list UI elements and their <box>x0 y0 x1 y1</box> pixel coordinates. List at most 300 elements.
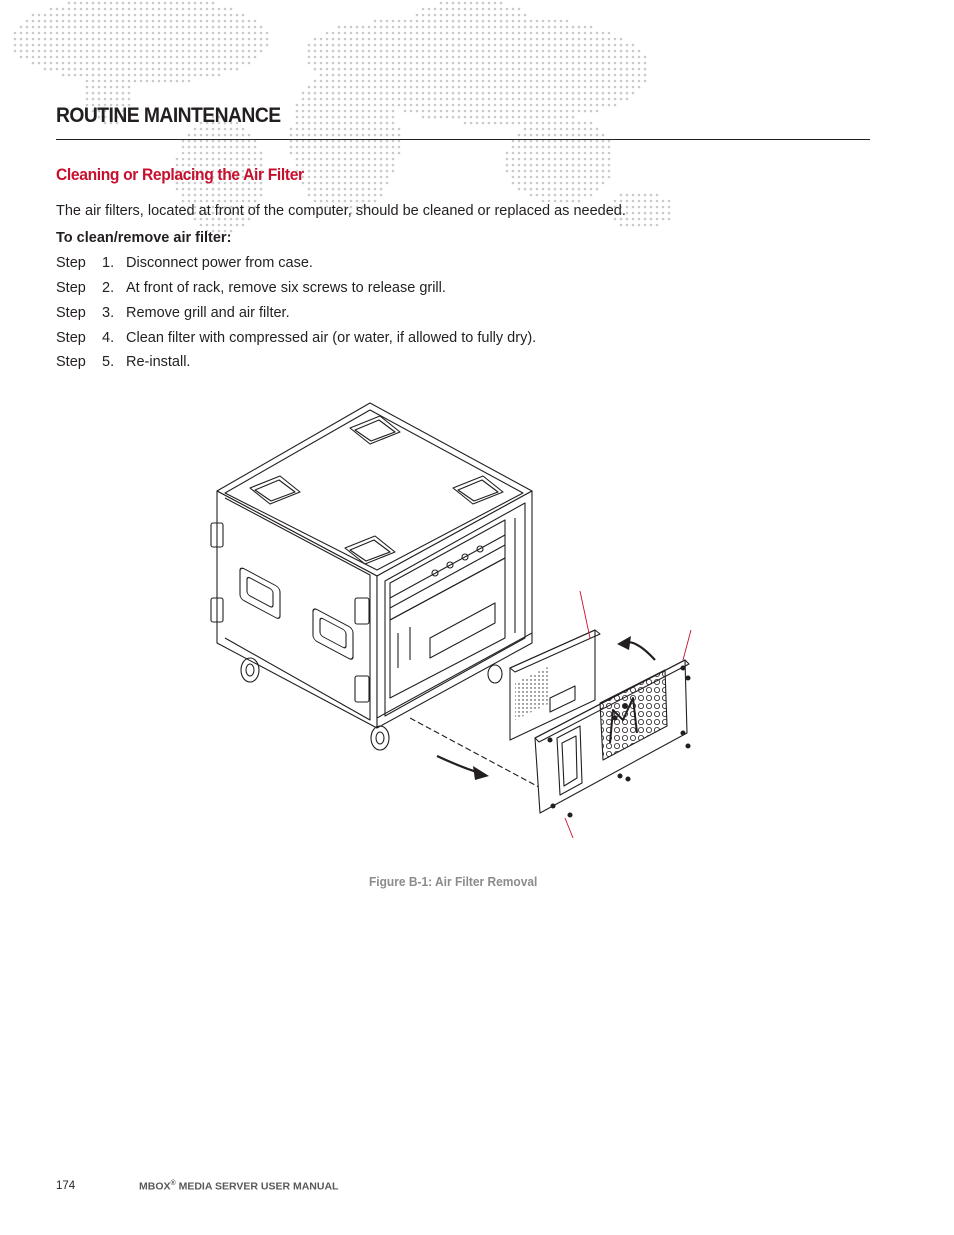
map-dot <box>218 152 221 155</box>
map-dot <box>458 26 461 29</box>
map-dot <box>458 92 461 95</box>
map-dot <box>362 92 365 95</box>
map-dot <box>146 14 149 17</box>
map-dot <box>542 44 545 47</box>
map-dot <box>200 74 203 77</box>
map-dot <box>290 152 293 155</box>
map-dot <box>614 62 617 65</box>
map-dot <box>392 20 395 23</box>
map-dot <box>512 80 515 83</box>
map-dot <box>404 44 407 47</box>
map-dot <box>578 182 581 185</box>
map-dot <box>638 50 641 53</box>
map-dot <box>122 38 125 41</box>
map-dot <box>512 164 515 167</box>
map-dot <box>236 146 239 149</box>
map-dot <box>380 176 383 179</box>
map-dot <box>200 8 203 11</box>
map-dot <box>494 8 497 11</box>
map-dot <box>602 32 605 35</box>
map-dot <box>572 44 575 47</box>
map-dot <box>68 8 71 11</box>
map-dot <box>152 2 155 5</box>
map-dot <box>542 146 545 149</box>
map-dot <box>176 62 179 65</box>
map-dot <box>122 74 125 77</box>
map-dot <box>200 62 203 65</box>
map-dot <box>590 122 593 125</box>
map-dot <box>350 122 353 125</box>
map-dot <box>74 44 77 47</box>
map-dot <box>554 80 557 83</box>
map-dot <box>140 38 143 41</box>
map-dot <box>188 140 191 143</box>
map-dot <box>416 38 419 41</box>
map-dot <box>602 140 605 143</box>
map-dot <box>248 26 251 29</box>
map-dot <box>50 44 53 47</box>
map-dot <box>620 62 623 65</box>
map-dot <box>644 56 647 59</box>
map-dot <box>404 56 407 59</box>
map-dot <box>620 224 623 227</box>
map-dot <box>356 146 359 149</box>
map-dot <box>458 68 461 71</box>
map-dot <box>488 74 491 77</box>
map-dot <box>344 200 347 203</box>
map-dot <box>518 146 521 149</box>
map-dot <box>146 68 149 71</box>
map-dot <box>452 44 455 47</box>
map-dot <box>74 20 77 23</box>
map-dot <box>518 116 521 119</box>
map-dot <box>152 44 155 47</box>
map-dot <box>560 122 563 125</box>
map-dot <box>14 32 17 35</box>
map-dot <box>530 122 533 125</box>
map-dot <box>524 50 527 53</box>
map-dot <box>548 128 551 131</box>
map-dot <box>446 14 449 17</box>
map-dot <box>350 50 353 53</box>
map-dot <box>500 38 503 41</box>
map-dot <box>524 116 527 119</box>
map-dot <box>602 98 605 101</box>
map-dot <box>74 74 77 77</box>
map-dot <box>62 56 65 59</box>
map-dot <box>512 98 515 101</box>
map-dot <box>80 56 83 59</box>
map-dot <box>584 26 587 29</box>
map-dot <box>530 86 533 89</box>
map-dot <box>476 62 479 65</box>
map-dot <box>248 20 251 23</box>
map-dot <box>500 86 503 89</box>
map-dot <box>248 140 251 143</box>
map-dot <box>626 68 629 71</box>
map-dot <box>158 80 161 83</box>
map-dot <box>374 80 377 83</box>
map-dot <box>410 44 413 47</box>
map-dot <box>368 194 371 197</box>
map-dot <box>224 128 227 131</box>
map-dot <box>494 2 497 5</box>
map-dot <box>344 68 347 71</box>
map-dot <box>110 98 113 101</box>
map-dot <box>416 74 419 77</box>
map-dot <box>104 98 107 101</box>
map-dot <box>452 110 455 113</box>
map-dot <box>614 86 617 89</box>
map-dot <box>338 188 341 191</box>
map-dot <box>530 26 533 29</box>
map-dot <box>434 38 437 41</box>
map-dot <box>326 104 329 107</box>
map-dot <box>332 182 335 185</box>
map-dot <box>110 74 113 77</box>
map-dot <box>242 20 245 23</box>
map-dot <box>326 32 329 35</box>
map-dot <box>254 146 257 149</box>
map-dot <box>374 158 377 161</box>
map-dot <box>296 122 299 125</box>
map-dot <box>206 8 209 11</box>
map-dot <box>530 176 533 179</box>
map-dot <box>320 104 323 107</box>
map-dot <box>194 146 197 149</box>
map-dot <box>152 32 155 35</box>
map-dot <box>542 140 545 143</box>
map-dot <box>632 74 635 77</box>
map-dot <box>194 188 197 191</box>
map-dot <box>182 56 185 59</box>
map-dot <box>524 32 527 35</box>
map-dot <box>320 56 323 59</box>
map-dot <box>572 152 575 155</box>
map-dot <box>536 182 539 185</box>
map-dot <box>344 74 347 77</box>
map-dot <box>332 116 335 119</box>
map-dot <box>308 164 311 167</box>
map-dot <box>446 38 449 41</box>
map-dot <box>506 62 509 65</box>
map-dot <box>554 200 557 203</box>
map-dot <box>428 92 431 95</box>
map-dot <box>206 194 209 197</box>
map-dot <box>482 98 485 101</box>
map-dot <box>38 62 41 65</box>
map-dot <box>542 56 545 59</box>
step-number: 5. <box>102 354 115 370</box>
map-dot <box>122 98 125 101</box>
map-dot <box>332 188 335 191</box>
map-dot <box>542 158 545 161</box>
map-dot <box>44 62 47 65</box>
map-dot <box>560 188 563 191</box>
map-dot <box>338 26 341 29</box>
map-dot <box>170 80 173 83</box>
map-dot <box>230 152 233 155</box>
map-dot <box>380 68 383 71</box>
map-dot <box>182 2 185 5</box>
map-dot <box>512 38 515 41</box>
map-dot <box>512 182 515 185</box>
map-dot <box>554 116 557 119</box>
map-dot <box>296 134 299 137</box>
step-number: 3. <box>102 305 115 321</box>
map-dot <box>56 20 59 23</box>
map-dot <box>362 98 365 101</box>
map-dot <box>542 62 545 65</box>
map-dot <box>458 62 461 65</box>
map-dot <box>626 224 629 227</box>
map-dot <box>326 116 329 119</box>
map-dot <box>194 44 197 47</box>
map-dot <box>578 164 581 167</box>
map-dot <box>356 134 359 137</box>
map-dot <box>530 110 533 113</box>
map-dot <box>386 116 389 119</box>
map-dot <box>308 104 311 107</box>
map-dot <box>380 170 383 173</box>
map-dot <box>440 98 443 101</box>
map-dot <box>320 110 323 113</box>
map-dot <box>338 164 341 167</box>
map-dot <box>158 32 161 35</box>
map-dot <box>392 74 395 77</box>
map-dot <box>572 56 575 59</box>
map-dot <box>140 14 143 17</box>
map-dot <box>362 188 365 191</box>
map-dot <box>236 152 239 155</box>
map-dot <box>446 26 449 29</box>
map-dot <box>86 98 89 101</box>
map-dot <box>422 86 425 89</box>
map-dot <box>218 200 221 203</box>
map-dot <box>236 158 239 161</box>
map-dot <box>404 92 407 95</box>
map-dot <box>452 104 455 107</box>
map-dot <box>236 140 239 143</box>
map-dot <box>542 80 545 83</box>
map-dot <box>362 176 365 179</box>
map-dot <box>122 56 125 59</box>
map-dot <box>332 140 335 143</box>
map-dot <box>566 188 569 191</box>
map-dot <box>374 128 377 131</box>
map-dot <box>500 2 503 5</box>
map-dot <box>476 104 479 107</box>
map-dot <box>464 26 467 29</box>
map-dot <box>320 38 323 41</box>
map-dot <box>182 74 185 77</box>
map-dot <box>194 68 197 71</box>
map-dot <box>344 182 347 185</box>
map-dot <box>302 98 305 101</box>
map-dot <box>62 20 65 23</box>
map-dot <box>506 122 509 125</box>
map-dot <box>506 98 509 101</box>
map-dot <box>464 8 467 11</box>
map-dot <box>572 122 575 125</box>
map-dot <box>440 80 443 83</box>
map-dot <box>500 8 503 11</box>
map-dot <box>440 86 443 89</box>
map-dot <box>380 146 383 149</box>
map-dot <box>86 56 89 59</box>
map-dot <box>560 62 563 65</box>
map-dot <box>620 44 623 47</box>
map-dot <box>314 134 317 137</box>
map-dot <box>536 176 539 179</box>
map-dot <box>338 92 341 95</box>
map-dot <box>536 74 539 77</box>
map-dot <box>368 200 371 203</box>
map-dot <box>212 32 215 35</box>
map-dot <box>512 74 515 77</box>
map-dot <box>512 116 515 119</box>
map-dot <box>506 32 509 35</box>
map-dot <box>614 200 617 203</box>
map-dot <box>392 44 395 47</box>
map-dot <box>482 26 485 29</box>
map-dot <box>134 62 137 65</box>
map-dot <box>620 56 623 59</box>
map-dot <box>476 8 479 11</box>
map-dot <box>308 62 311 65</box>
map-dot <box>596 152 599 155</box>
map-dot <box>656 194 659 197</box>
map-dot <box>392 62 395 65</box>
map-dot <box>242 38 245 41</box>
map-dot <box>506 56 509 59</box>
map-dot <box>350 80 353 83</box>
map-dot <box>650 194 653 197</box>
map-dot <box>596 188 599 191</box>
map-dot <box>566 86 569 89</box>
map-dot <box>104 14 107 17</box>
map-dot <box>182 146 185 149</box>
map-dot <box>446 104 449 107</box>
map-dot <box>608 86 611 89</box>
map-dot <box>320 68 323 71</box>
map-dot <box>332 98 335 101</box>
map-dot <box>386 50 389 53</box>
map-dot <box>80 8 83 11</box>
map-dot <box>560 194 563 197</box>
step-label: Step <box>56 280 86 296</box>
map-dot <box>200 68 203 71</box>
map-dot <box>584 140 587 143</box>
map-dot <box>206 20 209 23</box>
map-dot <box>512 56 515 59</box>
map-dot <box>260 50 263 53</box>
map-dot <box>362 122 365 125</box>
map-dot <box>194 2 197 5</box>
map-dot <box>314 86 317 89</box>
air-filter-removal-figure <box>205 398 705 843</box>
map-dot <box>554 158 557 161</box>
map-dot <box>422 116 425 119</box>
map-dot <box>200 14 203 17</box>
map-dot <box>110 92 113 95</box>
map-dot <box>152 20 155 23</box>
map-dot <box>422 32 425 35</box>
procedure-title: To clean/remove air filter: <box>56 230 232 246</box>
map-dot <box>332 32 335 35</box>
map-dot <box>308 158 311 161</box>
map-dot <box>434 50 437 53</box>
map-dot <box>416 68 419 71</box>
map-dot <box>134 50 137 53</box>
map-dot <box>554 62 557 65</box>
map-dot <box>230 32 233 35</box>
map-dot <box>494 116 497 119</box>
map-dot <box>110 26 113 29</box>
map-dot <box>464 98 467 101</box>
map-dot <box>350 98 353 101</box>
map-dot <box>146 20 149 23</box>
map-dot <box>608 146 611 149</box>
map-dot <box>152 14 155 17</box>
map-dot <box>224 194 227 197</box>
map-dot <box>44 68 47 71</box>
map-dot <box>248 62 251 65</box>
map-dot <box>80 74 83 77</box>
map-dot <box>338 134 341 137</box>
map-dot <box>542 176 545 179</box>
map-dot <box>530 20 533 23</box>
map-dot <box>440 44 443 47</box>
map-dot <box>572 164 575 167</box>
map-dot <box>596 128 599 131</box>
map-dot <box>626 218 629 221</box>
map-dot <box>470 80 473 83</box>
map-dot <box>464 62 467 65</box>
map-dot <box>536 188 539 191</box>
map-dot <box>140 44 143 47</box>
map-dot <box>542 122 545 125</box>
map-dot <box>452 74 455 77</box>
map-dot <box>146 50 149 53</box>
map-dot <box>554 164 557 167</box>
map-dot <box>536 104 539 107</box>
map-dot <box>440 8 443 11</box>
map-dot <box>392 92 395 95</box>
map-dot <box>398 128 401 131</box>
map-dot <box>560 128 563 131</box>
map-dot <box>344 44 347 47</box>
map-dot <box>650 206 653 209</box>
map-dot <box>446 110 449 113</box>
map-dot <box>164 2 167 5</box>
map-dot <box>212 26 215 29</box>
map-dot <box>392 98 395 101</box>
map-dot <box>446 20 449 23</box>
map-dot <box>638 56 641 59</box>
map-dot <box>566 122 569 125</box>
map-dot <box>458 38 461 41</box>
map-dot <box>56 14 59 17</box>
map-dot <box>296 146 299 149</box>
map-dot <box>464 116 467 119</box>
map-dot <box>548 122 551 125</box>
map-dot <box>332 200 335 203</box>
map-dot <box>512 92 515 95</box>
map-dot <box>308 128 311 131</box>
map-dot <box>620 38 623 41</box>
map-dot <box>428 62 431 65</box>
